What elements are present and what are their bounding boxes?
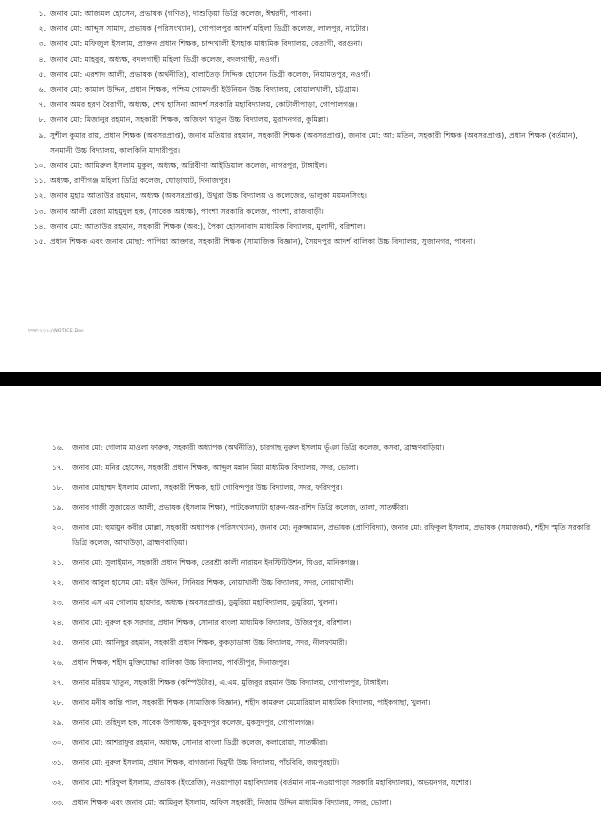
- item-number: ৬.: [38, 85, 46, 95]
- item-number: ১৬.: [52, 443, 64, 452]
- list-item: [52, 595, 594, 610]
- item-text: জনাব গাজী সুজায়েত আলী, প্রভাষক (ইসলাম শিক্ষা), পাটকেলঘাটা হারুন-অর-রশিদ ডিগ্রি কলেজ, তালা, সাতক্ষীরা।: [72, 503, 409, 512]
- item-text: অধ্যক্ষ, রাণীগঞ্জ মহিলা ডিগ্রি কলেজ, ঘোড়াঘাট, দিনাজপুর।: [50, 176, 231, 186]
- list-item: [24, 188, 594, 203]
- item-number: ২০.: [52, 523, 64, 532]
- item-number: ৫.: [38, 69, 46, 79]
- item-number: ১১.: [33, 176, 46, 186]
- list-item: [52, 755, 594, 770]
- item-number: ১৩.: [33, 206, 46, 216]
- list-item: [52, 500, 594, 515]
- item-text: জনাব মো: আব্দুস সামাদ, প্রভাষক (পরিসংখ্যান), গোপালপুর আদর্শ মহিলা ডিগ্রী কলেজ, লালপুর, নাটোর।: [50, 24, 369, 34]
- list-item: [52, 480, 594, 495]
- item-text: জনাব মো: গোলাম মাওলা ফারুক, সহকারী অধ্যাপক (অর্থনীতি), চারগাছ নুরুল ইসলাম ভূঁঞা ডিগ্রি কলেজ, কসবা, ব্রাহ্মণবাড়িয়া।: [72, 443, 445, 452]
- item-number: ২৫.: [52, 638, 64, 648]
- list-item: [24, 128, 594, 158]
- item-number: ১৭.: [52, 463, 64, 472]
- item-text: জনাব মো: আশরাফুর রহমান, অধ্যক্ষ, সোনার বাংলা ডিগ্রী কলেজ, কলারোয়া, সাতক্ষীরা।: [72, 738, 328, 748]
- item-text: জনাব মো: মনির হোসেন, সহকারী প্রধান শিক্ষক, আব্দুল মন্নান মিয়া মাধ্যমিক বিদ্যালয়, সদর, ভোলা।: [72, 463, 359, 472]
- list-item: [52, 695, 594, 710]
- item-text: জনাব মো: নুরুল হক সরদার, প্রধান শিক্ষক, সোনার বাংলা মাধ্যমিক বিদ্যালয়, উজিরপুর, বরিশাল।: [72, 618, 352, 628]
- list-item: [24, 67, 594, 82]
- list-item: [52, 635, 594, 650]
- item-number: ১৯.: [52, 503, 64, 512]
- item-text: জনাব মো: মফিজুল ইসলাম, প্রাক্তন প্রধান শিক্ষক, চান্দখালী ইসহাক মাধ্যমিক বিদ্যালয়, বেতাগী, বরগুনা।: [50, 39, 363, 49]
- list-item: [24, 6, 594, 21]
- item-number: ২৪.: [52, 618, 64, 628]
- item-number: ৩১.: [52, 758, 64, 768]
- list-item: [52, 460, 594, 475]
- list-item: [52, 655, 594, 670]
- list-item: [24, 82, 594, 97]
- item-text: জনাব মো: আজমল হোসেন, প্রভাষক (গণিত), দাশুড়িয়া ডিগ্রি কলেজ, ঈশ্বরদী, পাবনা।: [50, 9, 312, 18]
- item-text: জনাব আলী রেজা মাহমুদুল হক, (সাবেক অধ্যক্ষ), পাংশা সরকারি কলেজ, পাংশা, রাজবাড়ী।: [50, 206, 324, 216]
- item-number: ৩৩.: [52, 798, 64, 808]
- list-item: [52, 520, 594, 551]
- item-number: ১৫.: [33, 237, 46, 247]
- item-text: জনাব মো: হুমায়ুন কবীর মোল্লা, সহকারী অধ্যাপক (পরিসংখ্যান), জনাব মো: নূরুজ্জামান, প্রভাষক (প্রাণিবিদ্যা), জনাব মো: রফিকুল ইসলাম, প্রভাষক (সমাজকর্ম), শহীদ স্মৃতি সরকারি ডিগ্রি কলেজ, আখাউড়া, ব্রাহ্মণবাড়িয়া।: [72, 523, 590, 548]
- item-number: ১৪.: [33, 221, 46, 231]
- item-number: ১৮.: [52, 483, 64, 492]
- list-item: [24, 173, 594, 188]
- item-text: জনাব মো: নুরুল ইসলাম, প্রধান শিক্ষক, বাগজানা দ্বিমুখী উচ্চ বিদ্যালয়, পাঁচবিবি, জয়পুরহাট।: [72, 758, 340, 768]
- item-text: জনাব এস এম গোলাম হায়দার, অধ্যক্ষ (অবসরপ্রাপ্ত), ডুমুরিয়া মহাবিদ্যালয়, ডুমুরিয়া, খুলনা।: [72, 598, 338, 608]
- list-item: [52, 795, 594, 810]
- item-number: ২.: [38, 24, 46, 34]
- list-item: [24, 234, 594, 249]
- item-text: জনাব মো: আতাউর রহমান, সহকারী শিক্ষক (অব:), পৈকা হোসনাবাদ মাধ্যমিক বিদ্যালয়, মুলাদী, বরিশাল।: [50, 221, 366, 231]
- item-text: জনাব মো: আনিছুর রহমান, সহকারী প্রধান শিক্ষক, কুকড়াডাঙ্গা উচ্চ বিদ্যালয়, সদর, নীলফামারী।: [72, 638, 347, 648]
- item-text: জনাব মো: শরিফুল ইসলাম, প্রভাষক (ইংরেজি), নওয়াপাড়া মহাবিদ্যালয় (বর্তমান নাম-নওয়াপাড়া সরকারি মহাবিদ্যালয়), অভয়নগর, যশোর।: [72, 778, 472, 788]
- item-text: সুশীল কুমার রায়, প্রধান শিক্ষক (অবসরপ্রাপ্ত), জনাব মতিয়ার রহমান, সহকারী শিক্ষক (অবসরপ্রাপ্ত), জনাব মো: আ: মতিন, সহকারী শিক্ষক (অবসরপ্রাপ্ত), প্রধান শিক্ষক (বর্তমান), সনমানী উচ্চ বিদ্যালয়, কালকিনি মাদারীপুর।: [50, 130, 578, 155]
- item-number: ২৬.: [52, 658, 64, 668]
- item-text: জনাব মো: সুলাইমান, সহকারী প্রধান শিক্ষক, তেরশ্রী কালী নারায়ন ইনস্টিটিউশন, ঘিওর, মানিকগঞ্জ।: [72, 558, 359, 568]
- item-text: প্রধান শিক্ষক এবং জনাব মোছা: পাপিয়া আক্তার, সহকারী শিক্ষক (সামাজিক বিজ্ঞান), সৈয়দপুর আদর্শ বালিকা উচ্চ বিদ্যালয়, সুজানগর, পাবনা।: [50, 237, 476, 247]
- item-number: ২২.: [52, 578, 64, 588]
- item-number: ১.: [38, 9, 46, 18]
- list-item: [24, 52, 594, 67]
- item-text: জনাব মো: কামাল উদ্দিন, প্রধান শিক্ষক, পশ্চিম গোমদণ্ডী ইউনিয়ন উচ্চ বিদ্যালয়, বোয়ালখালী, চট্টগ্রাম।: [50, 85, 359, 95]
- item-number: ৩.: [38, 39, 46, 49]
- item-number: ৮.: [38, 115, 46, 125]
- list-item: [52, 675, 594, 690]
- item-text: জনাব মো: তহিদুল হক, সাবেক উপাধ্যক্ষ, মুকসুদপুর কলেজ, মুকসুদপুর, গোপালগঞ্জ।: [72, 718, 314, 728]
- list-item: [52, 615, 594, 630]
- item-number: ১০.: [33, 161, 46, 171]
- list-item: [52, 575, 594, 590]
- recipient-list-part-1: [24, 6, 594, 249]
- item-number: ২৩.: [52, 598, 64, 608]
- list-item: [24, 21, 594, 36]
- list-item: [24, 97, 594, 112]
- item-number: ২১.: [52, 558, 64, 568]
- item-number: ২৮.: [52, 698, 64, 708]
- item-text: জনাব মো: মাহবুব, অধ্যক্ষ, বদলগাছী মহিলা ডিগ্রী কলেজ, বদলগাছী, নওগাঁ।: [50, 54, 280, 64]
- list-item: [52, 440, 594, 455]
- list-item: [24, 219, 594, 234]
- item-number: ২৯.: [52, 718, 64, 728]
- list-item: [24, 112, 594, 127]
- document-page-top: [0, 0, 601, 372]
- document-page-bottom: [0, 386, 601, 838]
- item-text: জনাব আবুল হাসেম মো: মইন উদ্দিন, সিনিয়র শিক্ষক, নোয়াখালী উচ্চ বিদ্যালয়, সদর, নোয়াখালী।: [72, 578, 354, 588]
- list-item: [24, 204, 594, 219]
- item-text: জনাব মোহাম্মদ ইসলাম মোল্যা, সহকারী শিক্ষক, হাট গোবিন্দপুর উচ্চ বিদ্যালয়, সদর, ফরিদপুর।: [72, 483, 343, 492]
- list-item: [52, 555, 594, 570]
- list-item: [24, 158, 594, 173]
- item-number: ৩০.: [52, 738, 64, 748]
- recipient-list-part-2: [52, 440, 594, 815]
- item-number: ২৭.: [52, 678, 64, 688]
- item-text: জনাব অমর হরণ বৈরাগী, অধ্যক্ষ, শেখ হাসিনা আদর্শ সরকারি মহাবিদ্যালয়, কোটালীপাড়া, গোপালগঞ্জ।: [50, 100, 358, 110]
- item-text: জনাব মো: আমিরুল ইসলাম মুকুল, অধ্যক্ষ, অগ্নিবীণা আইডিয়াল কলেজ, নাগরপুর, টাঙ্গাইল।: [50, 161, 328, 171]
- item-text: জনাব মরিয়ম খাতুন, সহকারী শিক্ষক (কম্পিউটার), এ.এম. মুজিবুর রহমান উচ্চ বিদ্যালয়, গোপালপুর, টাঙ্গাইল।: [72, 678, 389, 688]
- page-separator: [0, 372, 601, 386]
- item-number: ৪.: [38, 54, 46, 64]
- list-item: [52, 715, 594, 730]
- item-text: জনাব মুহাঃ আতাউর রহমান, অধ্যক্ষ (অবসরপ্রাপ্ত), উথুরা উচ্চ বিদ্যালয় ও কলেজের, ভালুকা ময়মনসিংহ।: [50, 191, 368, 201]
- item-text: জনাব মো: এরশাদ আলী, প্রভাষক (অর্থনীতি), বালাতৈড় সিদ্দিক হোসেন ডিগ্রী কলেজ, নিয়ামতপুর, নওগাঁ।: [50, 69, 371, 79]
- item-text: জনাব মনীষ কান্তি পাল, সহকারী শিক্ষক (সামাজিক বিজ্ঞান), শহীদ কামরুল মেমোরিয়াল মাধ্যমিক বিদ্যালয়, পাইকগাছা, খুলনা।: [72, 698, 431, 708]
- list-item: [52, 735, 594, 750]
- item-text: প্রধান শিক্ষক এবং জনাব মো: আমিনুল ইসলাম, অফিস সহকারী, নিজাম উদ্দিন মাধ্যমিক বিদ্যালয়, সদর, ভোলা।: [72, 798, 392, 808]
- item-text: প্রধান শিক্ষক, শহীদ মুক্তিযোদ্ধা বালিকা উচ্চ বিদ্যালয়, পার্বতীপুর, দিনাজপুর।: [72, 658, 290, 668]
- item-text: জনাব মো: মিজানুর রহমান, সহকারী শিক্ষক, অজিফা খাতুন উচ্চ বিদ্যালয়, মুরাদনগর, কুমিল্লা।: [50, 115, 329, 125]
- item-number: ৭.: [38, 100, 46, 110]
- item-number: ৯.: [38, 130, 46, 140]
- list-item: [52, 775, 594, 790]
- file-path-footer: \সভা-২০২৫\NOTICE.Doc: [28, 329, 84, 334]
- item-number: ৩২.: [52, 778, 64, 788]
- item-number: ১২.: [33, 191, 46, 201]
- list-item: [24, 36, 594, 51]
